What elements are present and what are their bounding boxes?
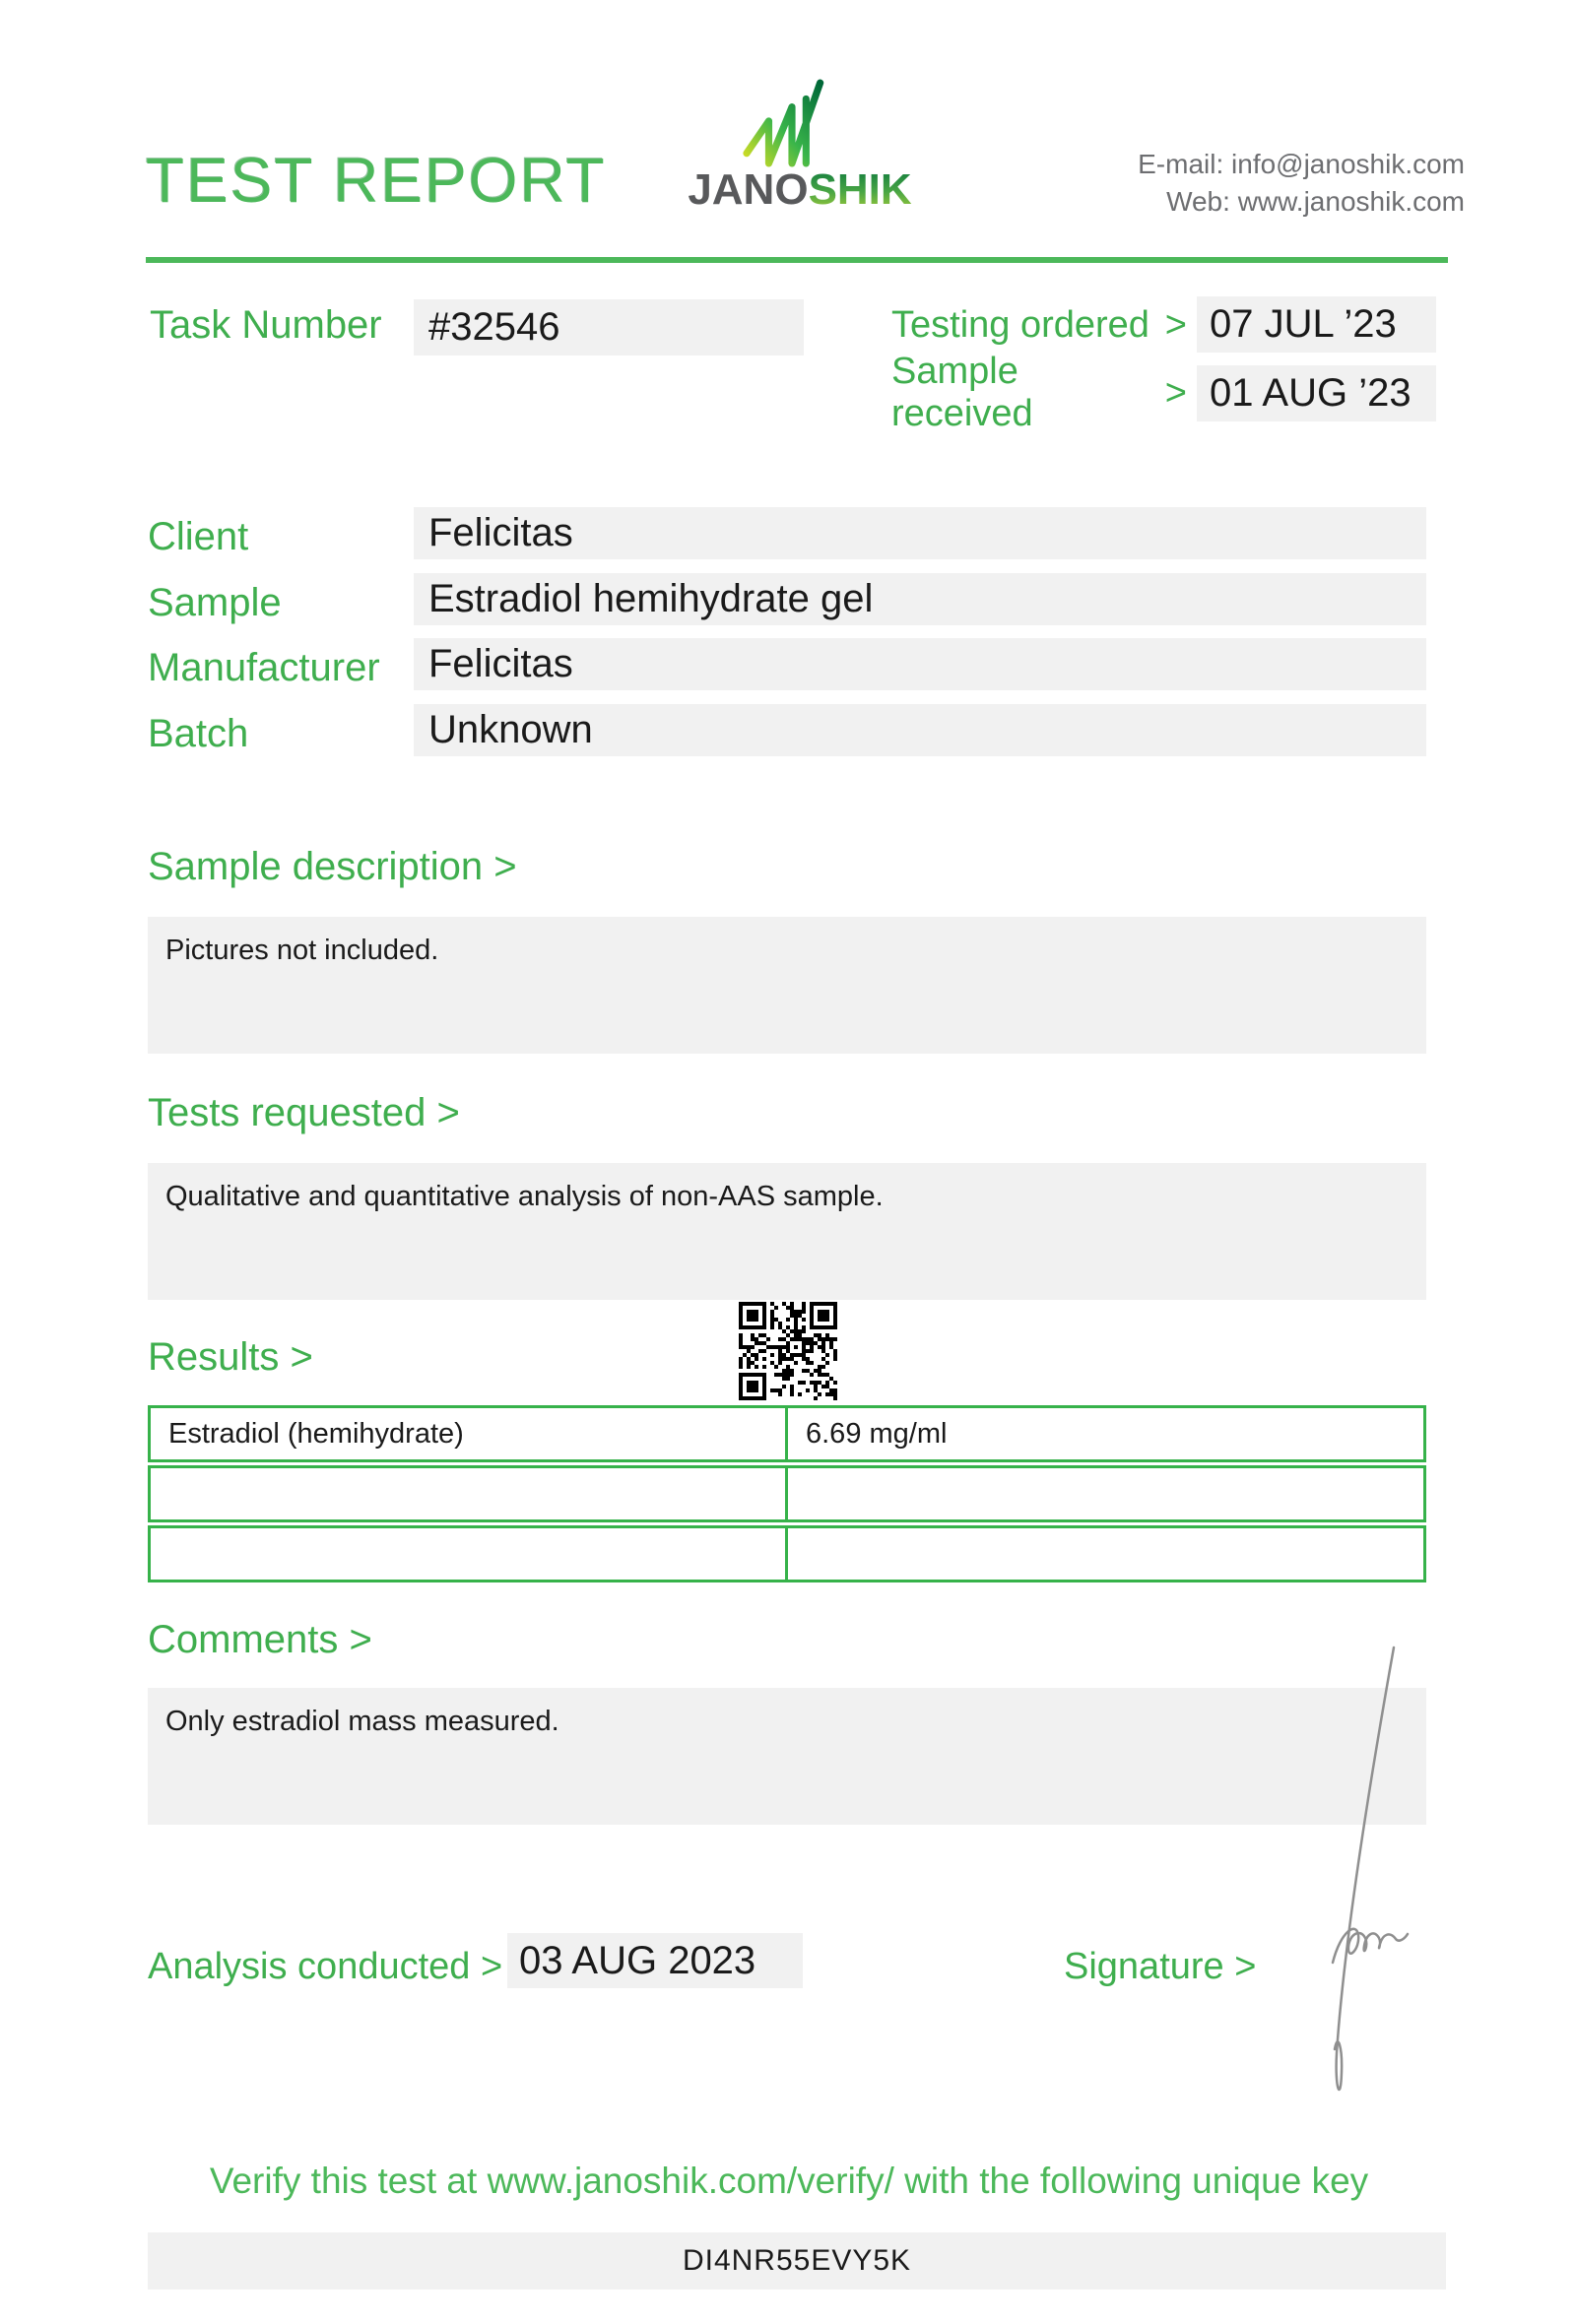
logo-wordmark [682, 165, 918, 215]
header-divider [146, 257, 1448, 263]
results-table-row [148, 1405, 1426, 1462]
testing-ordered-label [891, 300, 1187, 350]
testing-ordered-text: Testing ordered [891, 303, 1149, 346]
manufacturer-value: Felicitas [414, 638, 1426, 690]
batch-value: Unknown [414, 704, 1426, 756]
contact-block [1138, 146, 1465, 221]
result-analyte-cell [151, 1468, 785, 1519]
sample-received-value: 01 AUG ’23 [1197, 365, 1436, 421]
handwritten-signature [1276, 1640, 1423, 2142]
growth-chart-icon [737, 79, 847, 167]
result-analyte-cell: Estradiol (hemihydrate) [168, 1417, 464, 1450]
analysis-date-value: 03 AUG 2023 [507, 1933, 803, 1988]
task-number-value: #32546 [414, 299, 804, 355]
comments-heading: Comments > [148, 1618, 372, 1661]
signature-label: Signature > [1064, 1946, 1257, 1987]
contact-email: E-mail: info@janoshik.com [1138, 149, 1465, 179]
sample-description-box: Pictures not included. [148, 917, 1426, 1054]
client-label: Client [148, 515, 249, 558]
arrow-glyph: > [1164, 371, 1187, 414]
batch-label: Batch [148, 712, 249, 755]
results-heading: Results > [148, 1335, 313, 1379]
verify-key: DI4NR55EVY5K [148, 2232, 1446, 2290]
testing-ordered-value: 07 JUL ’23 [1197, 296, 1436, 353]
sample-description-heading: Sample description > [148, 845, 517, 888]
logo-jano: JANO [688, 165, 809, 214]
verify-instruction: Verify this test at www.janoshik.com/verify/ with the following unique key [209, 2161, 1369, 2201]
comments-box: Only estradiol mass measured. [148, 1688, 1426, 1825]
sample-received-label [891, 351, 1187, 434]
results-table-row [148, 1525, 1426, 1582]
manufacturer-label: Manufacturer [148, 646, 380, 689]
results-table-row [148, 1465, 1426, 1522]
result-analyte-cell [151, 1528, 785, 1580]
qr-code [737, 1300, 839, 1402]
contact-web: Web: www.janoshik.com [1166, 186, 1465, 217]
tests-requested-heading: Tests requested > [148, 1091, 460, 1134]
tests-requested-box: Qualitative and quantitative analysis of non-AAS sample. [148, 1163, 1426, 1300]
result-value-cell [785, 1468, 1423, 1519]
sample-label: Sample [148, 581, 282, 624]
page-title: TEST REPORT [146, 145, 607, 216]
result-value-cell: 6.69 mg/ml [785, 1408, 1423, 1459]
sample-value: Estradiol hemihydrate gel [414, 573, 1426, 625]
client-value: Felicitas [414, 507, 1426, 559]
result-value-cell [785, 1528, 1423, 1580]
task-number-label: Task Number [150, 303, 382, 347]
analysis-conducted-label: Analysis conducted > [148, 1946, 503, 1987]
sample-received-text: Sample received [891, 351, 1033, 434]
arrow-glyph: > [1164, 303, 1187, 346]
logo-shik: SHIK [808, 165, 912, 214]
